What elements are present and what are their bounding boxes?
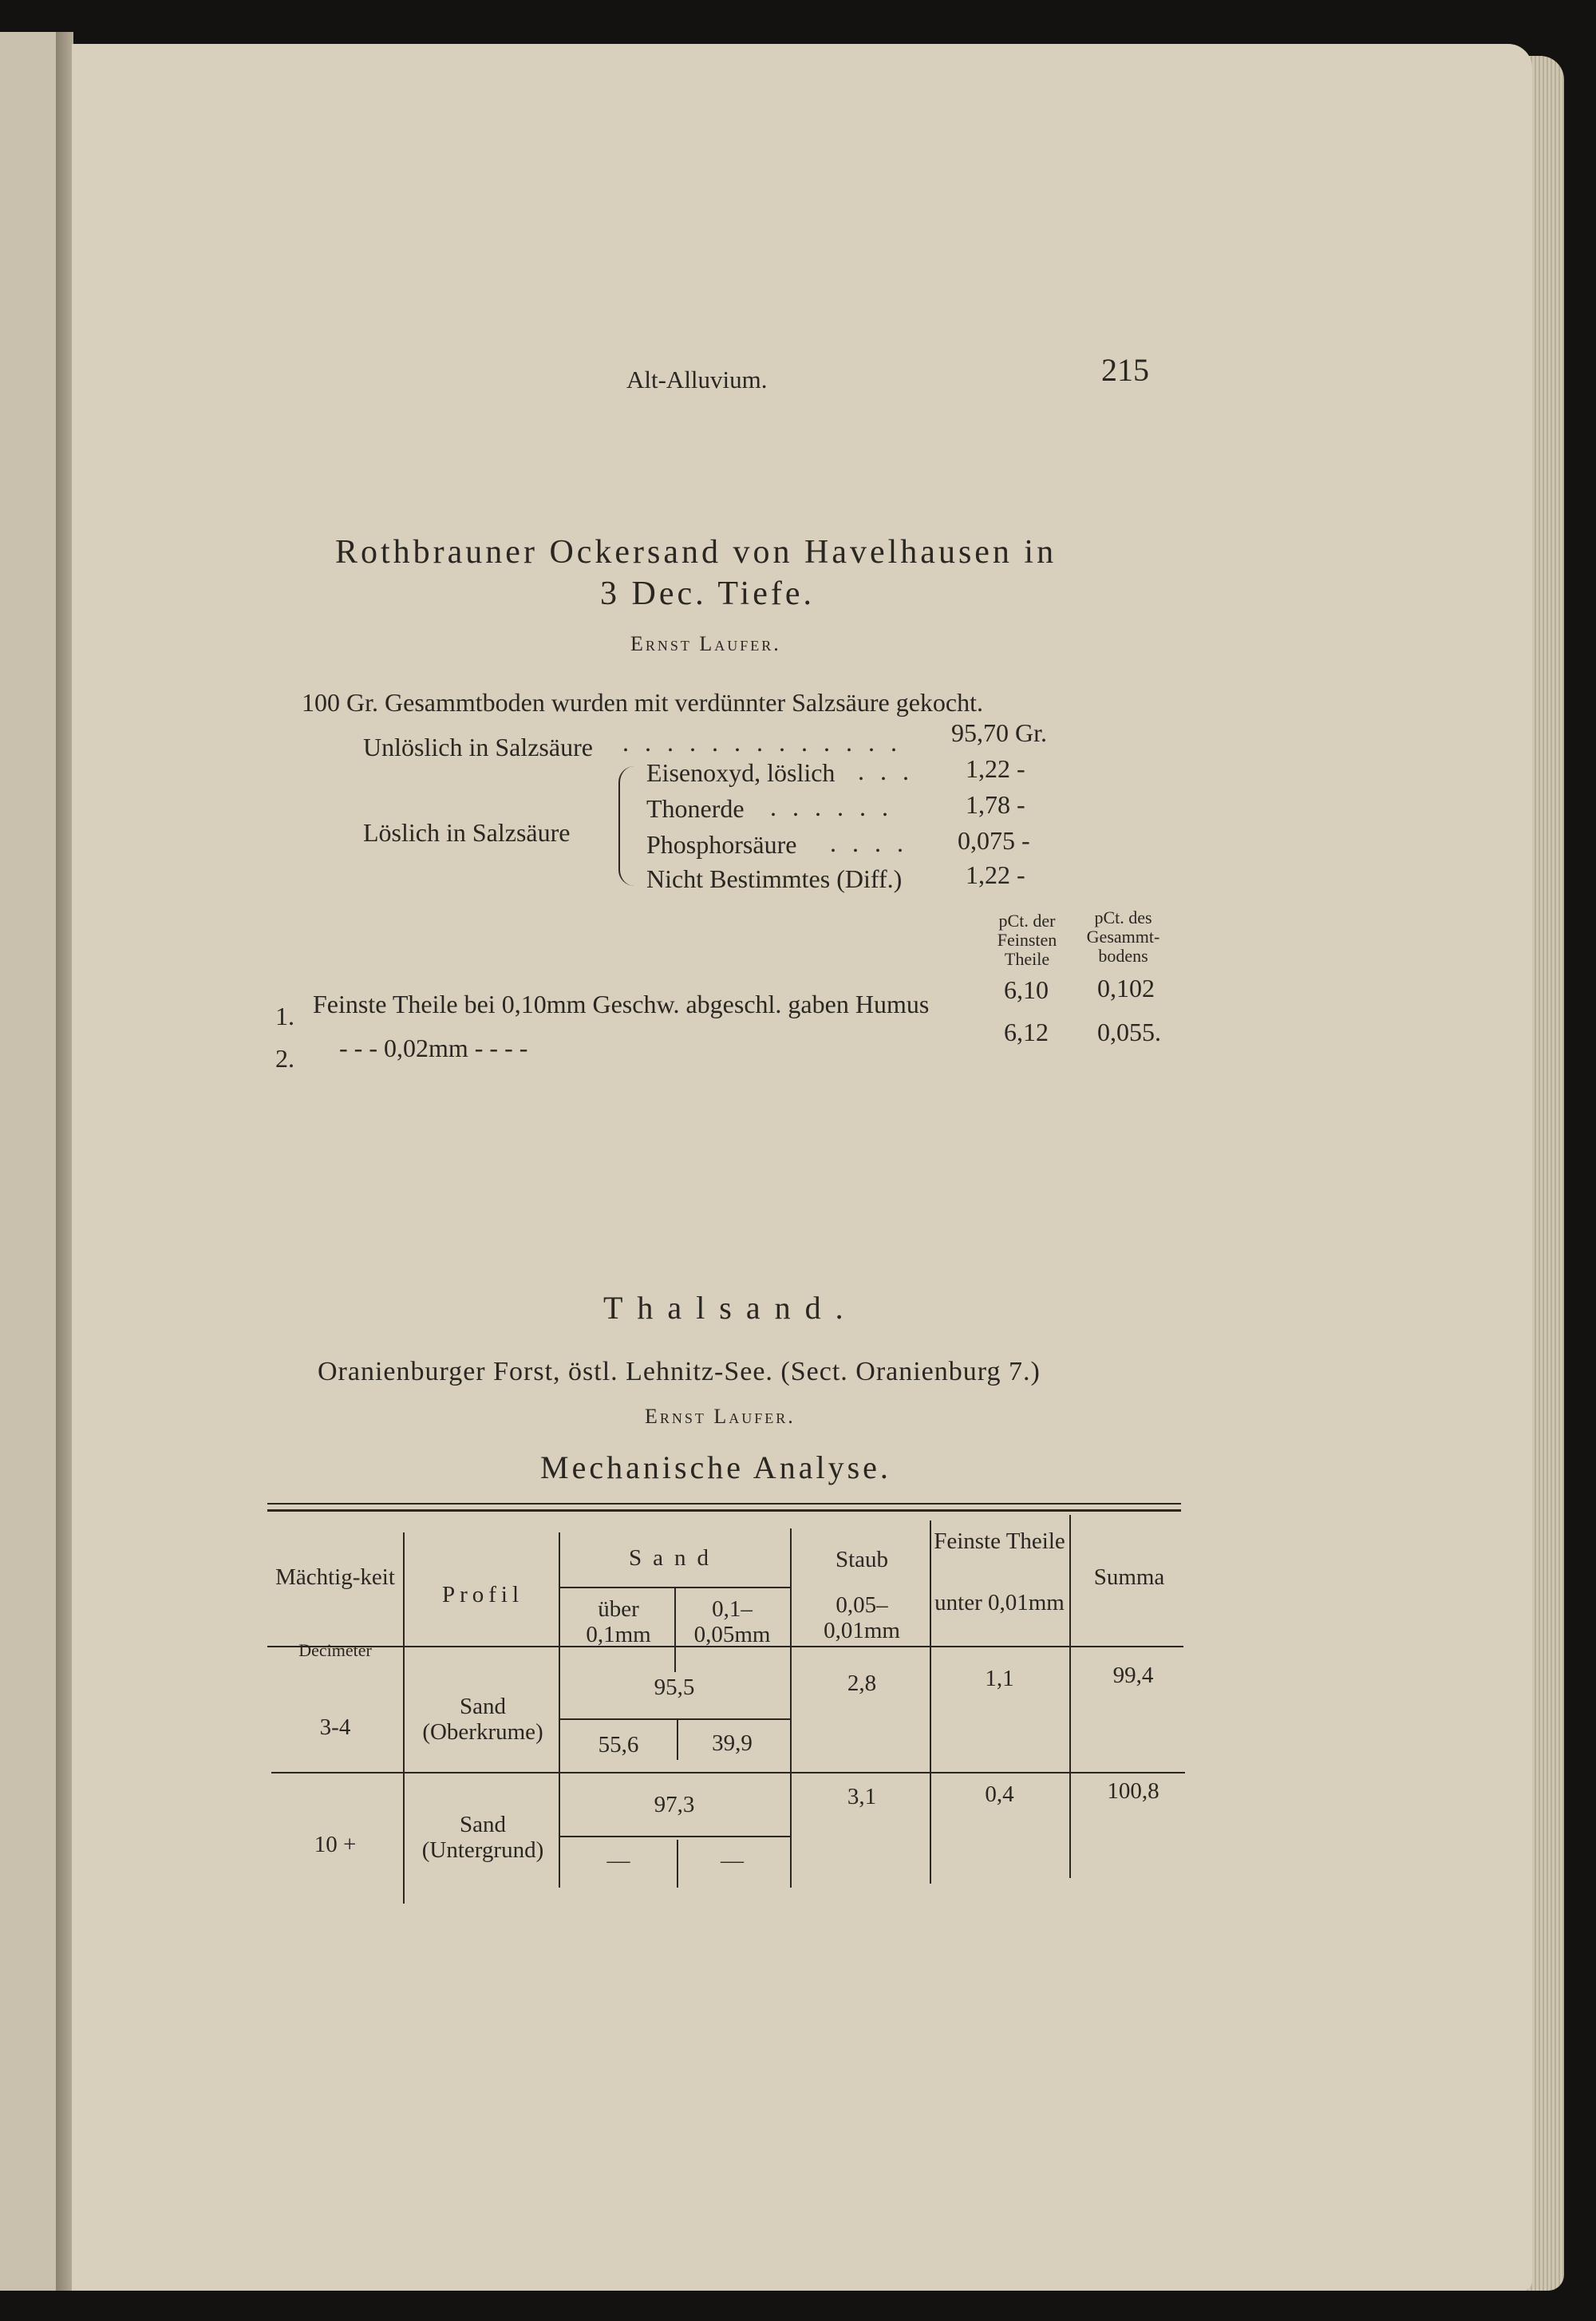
component-dots: . . . . . . [770,793,893,821]
col-divider [1069,1515,1071,1878]
sand-split-rule [560,1718,790,1720]
row1-staub: 2,8 [847,1671,877,1696]
header-staub: Staub [835,1547,889,1572]
row2-staub: 3,1 [847,1784,877,1809]
section1-author: Ernst Laufer. [630,632,781,655]
header-feinste-range: unter 0,01mm [934,1590,1065,1615]
book-gutter [56,32,73,2291]
header-profil: Profil [441,1582,524,1607]
component-name: Thonerde [646,794,745,823]
row1-feinste: 1,1 [985,1666,1014,1691]
row1-sand-mid: 39,9 [712,1730,753,1756]
section1-intro: 100 Gr. Gesammtboden wurden mit verdünnter Salzsäure gekocht. [302,688,983,717]
header-summa: Summa [1093,1564,1165,1590]
row2-profil: Sand (Untergrund) [421,1812,544,1863]
brace [618,766,638,886]
table-top-rule [267,1503,1181,1504]
col-head-feinsten: pCt. der Feinsten Theile [997,911,1057,969]
row-divider-rule [271,1772,1185,1773]
loeslich-label: Löslich in Salzsäure [363,818,571,847]
section2-title: Thalsand. [603,1290,858,1326]
header-sand: Sand [629,1545,720,1571]
row2-maechtigkeit: 10 + [314,1832,357,1857]
row2-summa: 100,8 [1107,1778,1159,1804]
sand-split-rule [560,1836,790,1837]
col-divider [790,1528,792,1888]
humus-row-text: - - - 0,02mm - - - - [339,1034,528,1062]
col-divider [930,1520,931,1884]
row1-profil: Sand (Oberkrume) [422,1694,543,1745]
component-name: Phosphorsäure [646,830,797,859]
running-head: Alt-Alluvium. [626,366,768,393]
table-title: Mechanische Analyse. [540,1449,891,1485]
humus-row-num: 2. [275,1044,294,1073]
row2-feinste: 0,4 [985,1781,1014,1807]
component-value: 1,22 - [966,754,1025,783]
book-page [72,44,1532,2291]
humus-row-feinsten: 6,10 [1004,975,1049,1004]
humus-row-num: 1. [275,1002,294,1030]
section1-title-line1: Rothbrauner Ockersand von Havelhausen in [335,534,1057,571]
humus-row-feinsten: 6,12 [1004,1018,1049,1046]
header-feinste: Feinste Theile [934,1528,1065,1554]
left-page-edge [0,32,56,2291]
col-divider [403,1532,405,1904]
header-maechtigkeit-unit: Decimeter [298,1640,372,1660]
section1-title-line2: 3 Dec. Tiefe. [600,575,815,612]
component-dots: . . . . [830,828,908,857]
unloeslich-label: Unlöslich in Salzsäure [363,733,593,761]
row2-sand-ueber: — [606,1848,630,1873]
row2-sand-total: 97,3 [654,1792,695,1817]
col-head-gesammt: pCt. des Gesammt-bodens [1086,907,1160,966]
row1-maechtigkeit: 3-4 [319,1714,351,1740]
sand-subheader-rule [560,1587,790,1588]
table-top-rule [267,1509,1181,1512]
humus-row-gesammt: 0,055. [1097,1018,1161,1046]
component-value: 1,78 - [966,790,1025,819]
page-number: 215 [1101,352,1149,388]
humus-row-text: Feinste Theile bei 0,10mm Geschw. abgeschl. gaben Humus [313,990,930,1018]
section2-author: Ernst Laufer. [645,1405,796,1428]
unloeslich-value: 95,70 Gr. [951,718,1047,747]
row1-sand-ueber: 55,6 [598,1732,639,1758]
row1-summa: 99,4 [1112,1663,1154,1688]
component-value: 0,075 - [958,826,1030,855]
header-staub-range: 0,05–0,01mm [824,1592,900,1643]
col-divider [559,1532,560,1888]
row2-sand-mid: — [721,1848,744,1873]
header-maechtigkeit: Mächtig-keit [275,1564,395,1590]
header-sand-ueber: über 0,1mm [586,1596,651,1647]
unloeslich-dots: . . . . . . . . . . . . . [622,728,902,757]
component-name: Eisenoxyd, löslich [646,758,836,787]
component-name: Nicht Bestimmtes (Diff.) [646,864,903,893]
section2-subtitle: Oranienburger Forst, östl. Lehnitz-See. (Sect. Oranienburg 7.) [318,1357,1041,1386]
col-divider [674,1588,676,1672]
humus-row-gesammt: 0,102 [1097,974,1155,1002]
component-value: 1,22 - [966,860,1025,889]
component-dots: . . . [858,757,914,785]
row1-sand-total: 95,5 [654,1675,695,1700]
header-sand-mid: 0,1–0,05mm [693,1596,771,1647]
